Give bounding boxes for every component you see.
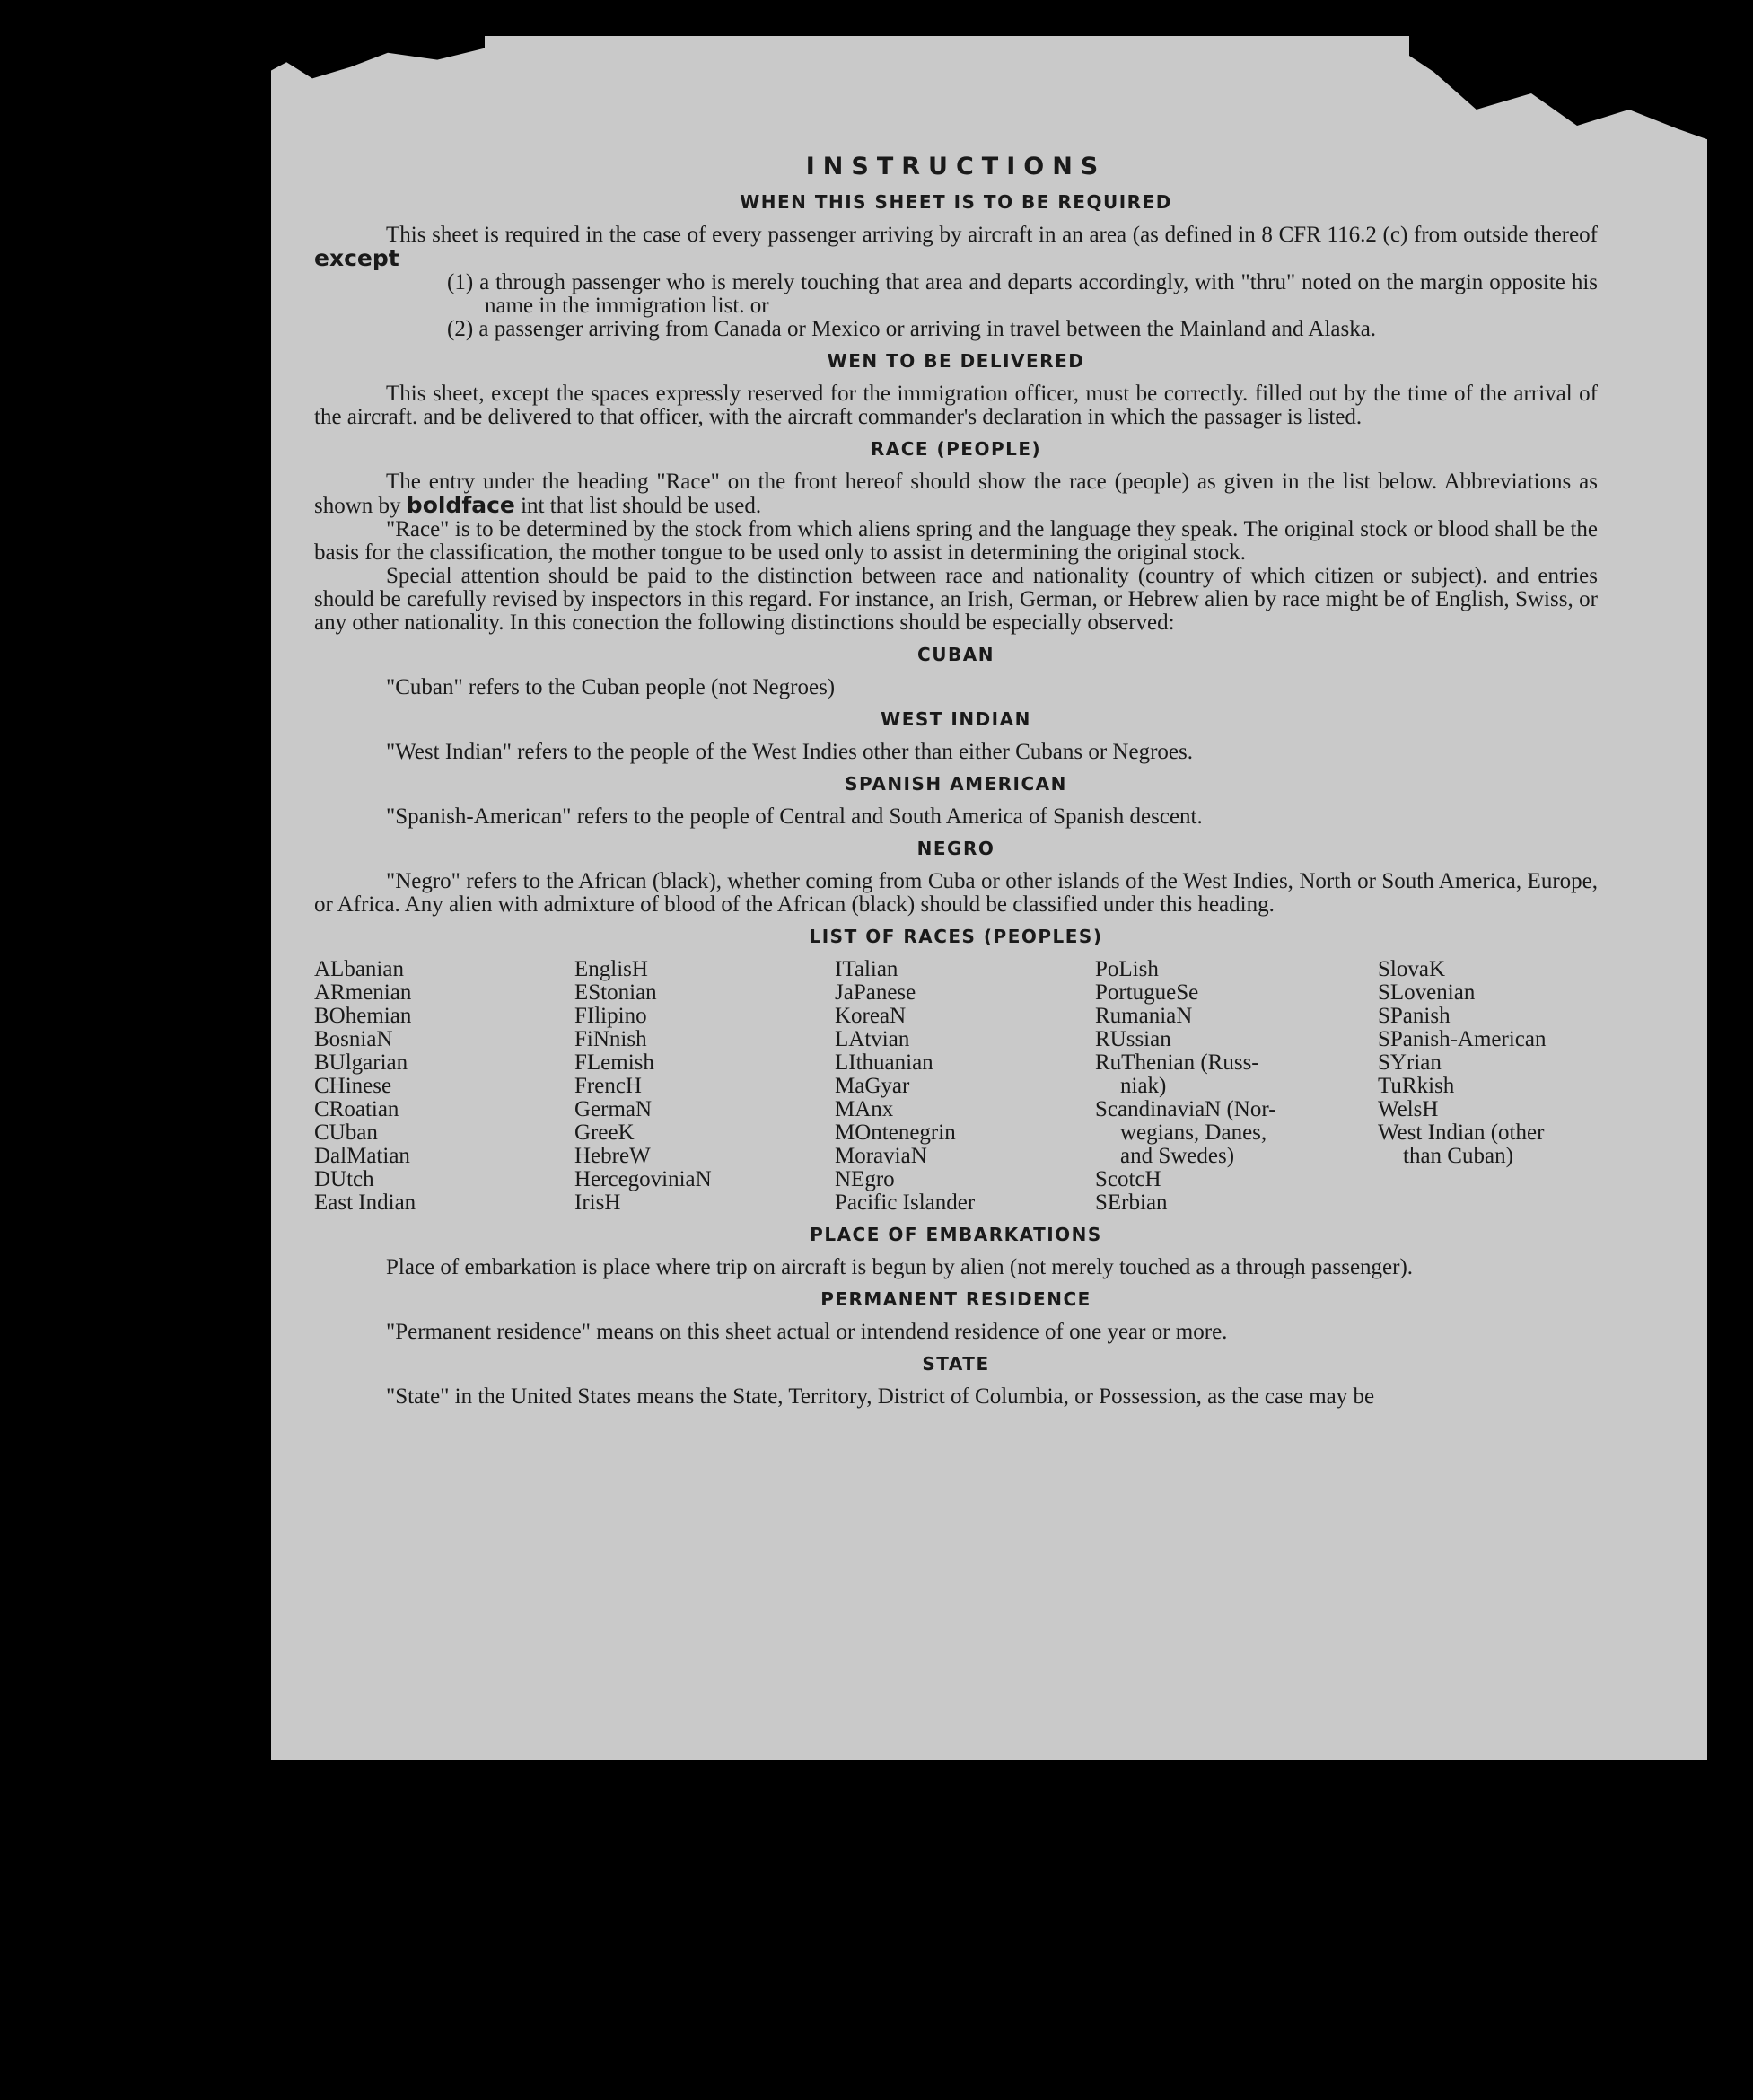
heading-required: WHEN THIS SHEET IS TO BE REQUIRED [740,191,1172,213]
race-item: WelsH [1378,1097,1439,1121]
race-paragraph-1: The entry under the heading "Race" on the front hereof should show the race (people) as given in the list below. Abbreviations as shown by boldface int that list should be used. [314,470,1598,518]
race-item: East Indian [314,1191,416,1215]
heading-negro: NEGRO [916,838,995,859]
race-item: ScotcH [1095,1167,1161,1191]
race-item: RuThenian (Russ- [1095,1050,1259,1075]
race-item: SPanish [1378,1004,1451,1028]
race-item: MAnx [835,1097,894,1121]
race-item-continuation: than Cuban) [1403,1144,1513,1168]
race-item: SLovenian [1378,980,1476,1005]
race-item: PortugueSe [1095,980,1199,1005]
race-paragraph-2: "Race" is to be determined by the stock from which aliens spring and the language they speak. The original stock or blood shall be the basis for the classification, the mother tongue to be used only to assist in determining the original stock. [314,517,1598,565]
race-item: MaGyar [835,1074,910,1098]
race-item: Pacific Islander [835,1191,976,1215]
heading-state: STATE [922,1353,990,1375]
races-column-2 [574,958,835,1215]
race-item: DalMatian [314,1144,410,1168]
race-item-continuation: wegians, Danes, [1120,1120,1267,1145]
cuban-text: "Cuban" refers to the Cuban people (not Negroes) [386,675,836,699]
race-item: KoreaN [835,1004,907,1028]
embarkation-text: Place of embarkation is place where trip on aircraft is begun by alien (not merely touched as a through passenger). [386,1255,1414,1279]
race-item-continuation: niak) [1120,1074,1167,1098]
race-item: FIlipino [574,1004,647,1028]
race-item: ScandinaviaN (Nor- [1095,1097,1276,1121]
heading-cuban: CUBAN [917,644,995,665]
except-word: except [314,245,399,271]
race-item: RUssian [1095,1027,1171,1051]
race-item: FiNnish [574,1027,647,1051]
race-item: FrencH [574,1074,642,1098]
document-content [314,153,1598,1409]
negro-text: "Negro" refers to the African (black), whether coming from Cuba or other islands of the West Indies, North or South America, Europe, or Africa. Any alien with admixture of blood of the African (black) should be classified under this heading. [314,869,1598,917]
race-item: SlovaK [1378,957,1445,981]
west-indian-text: "West Indian" refers to the people of the West Indies other than either Cubans or Negroes. [386,740,1193,764]
race-item: ARmenian [314,980,412,1005]
heading-spanish-american: SPANISH AMERICAN [845,773,1067,795]
race-item: DUtch [314,1167,374,1191]
race-item: EnglisH [574,957,648,981]
heading-embarkation: PLACE OF EMBARKATIONS [810,1224,1102,1245]
state-text: "State" in the United States means the State, Territory, District of Columbia, or Possession, as the case may be [386,1384,1375,1409]
races-column-5 [1378,958,1598,1215]
race-item: CHinese [314,1074,392,1098]
race-item: BosniaN [314,1027,393,1051]
race-item: SPanish-American [1378,1027,1547,1051]
race-item: GreeK [574,1120,635,1145]
race-item: TuRkish [1378,1074,1455,1098]
required-intro: This sheet is required in the case of every passenger arriving by aircraft in an area (as defined in 8 CFR 116.2 (c) from outside thereof except [314,223,1598,271]
race-item: JaPanese [835,980,916,1005]
race-item: MOntenegrin [835,1120,956,1145]
heading-delivered: WEN TO BE DELIVERED [827,350,1085,372]
race-item: HercegovinіaN [574,1167,712,1191]
races-column-1 [314,958,574,1215]
race-item: West Indian (other [1378,1120,1545,1145]
race-item: GermaN [574,1097,653,1121]
race-item: ITalian [835,957,898,981]
races-column-3 [835,958,1095,1215]
race-item-continuation: and Swedes) [1120,1144,1235,1168]
heading-race: RACE (PEOPLE) [870,438,1042,460]
race-item: CUban [314,1120,378,1145]
heading-races-list: LIST OF RACES (PEOPLES) [809,926,1103,947]
delivered-text: This sheet, except the spaces expressly reserved for the immigration officer, must be correctly. filled out by the time of the arrival of the aircraft. and be delivered to that officer, with the aircraft commander's declaration in which the passager is listed. [314,382,1598,429]
page-title: INSTRUCTIONS [805,153,1107,180]
race-item: ALbanian [314,957,404,981]
required-item-2: (2) a passenger arriving from Canada or Mexico or arriving in travel between the Mainland and Alaska. [447,317,1377,341]
race-paragraph-3: Special attention should be paid to the distinction between race and nationality (country of which citizen or subject). and entries should be carefully revised by inspectors in this regard. For instance, an Irish, German, or Hebrew alien by race might be of English, Swiss, or any other nationality. In this conection the following distinctions should be especially observed: [314,564,1598,635]
race-item: PoLish [1095,957,1159,981]
race-item: IrisH [574,1191,621,1215]
races-column-4 [1095,958,1378,1215]
race-item: SYrian [1378,1050,1442,1075]
race-item: BUlgarian [314,1050,408,1075]
required-item-1: (1) a through passenger who is merely touching that area and departs accordingly, with "thru" noted on the margin opposite his name in the immigration list. or [447,270,1598,318]
race-item: HebreW [574,1144,651,1168]
race-item: BOhemian [314,1004,412,1028]
residence-text: "Permanent residence" means on this sheet actual or intendend residence of one year or more. [386,1320,1228,1344]
boldface-word: boldface [406,492,515,518]
race-item: EStonian [574,980,657,1005]
heading-west-indian: WEST INDIAN [881,708,1031,730]
races-list [314,958,1598,1215]
race-item: MoraviaN [835,1144,927,1168]
race-item: RumaniaN [1095,1004,1193,1028]
race-item: LIthuanian [835,1050,933,1075]
spanish-american-text: "Spanish-American" refers to the people of Central and South America of Spanish descent. [386,804,1203,829]
race-item: LAtvian [835,1027,910,1051]
heading-residence: PERMANENT RESIDENCE [820,1288,1091,1310]
race-item: FLemish [574,1050,654,1075]
race-item: SErbian [1095,1191,1168,1215]
race-item: CRoatian [314,1097,399,1121]
race-item: NEgro [835,1167,895,1191]
